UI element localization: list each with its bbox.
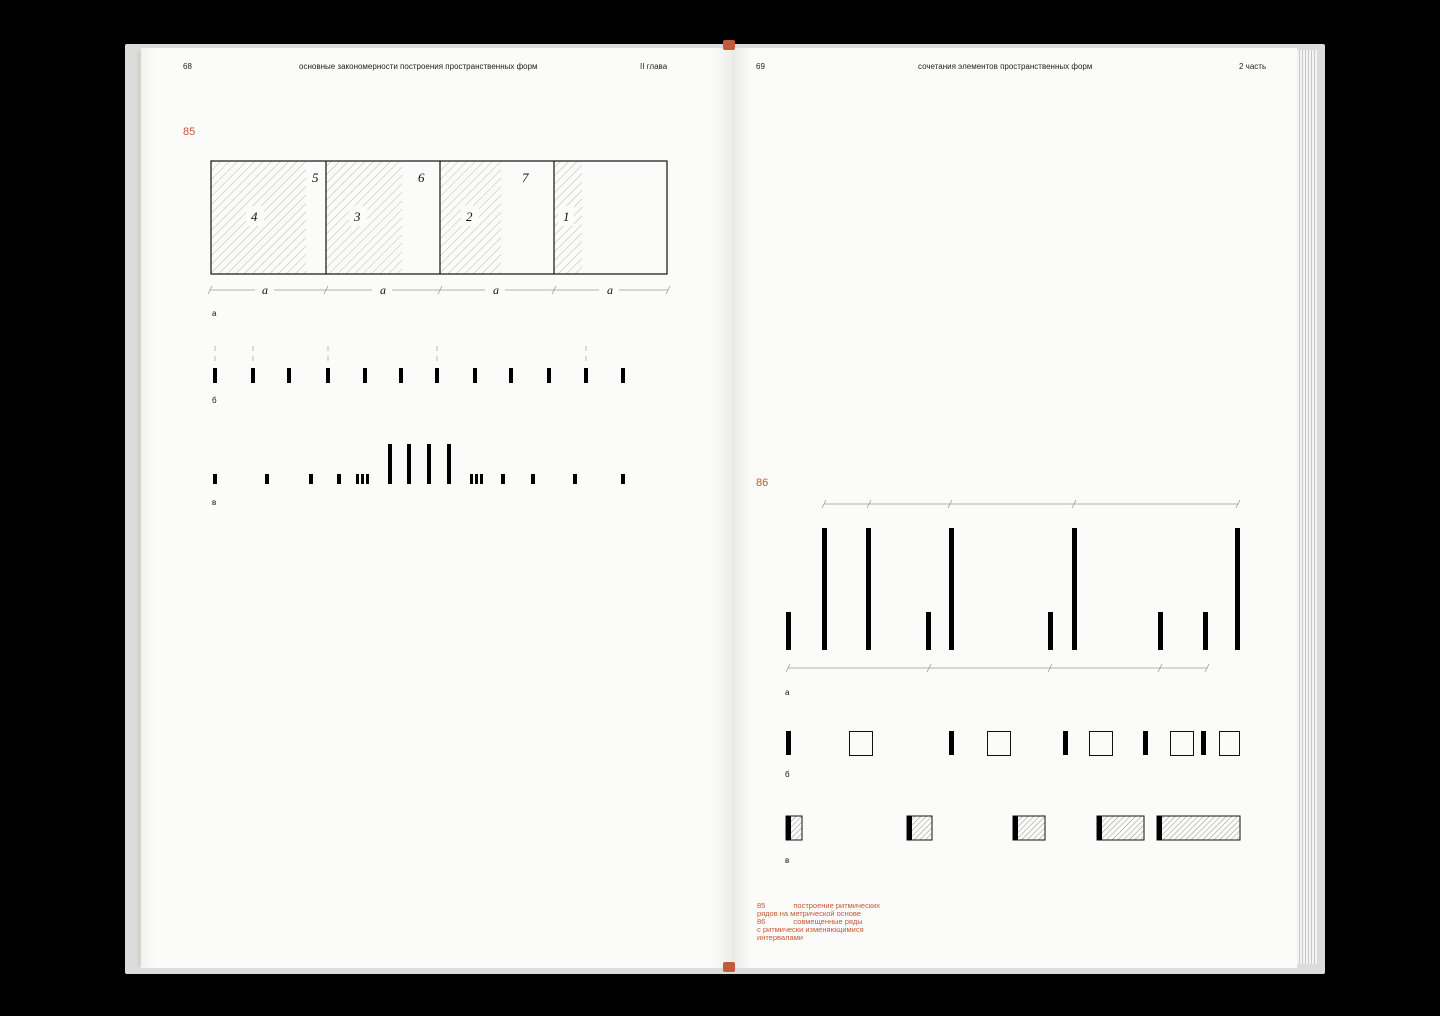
fig85-row-label-b: б: [212, 396, 217, 405]
fig86-a-tall-bar: [866, 528, 871, 650]
fig85-b-bar: [435, 368, 439, 383]
fig86-v-block-bar: [1013, 816, 1018, 840]
fig85-b-bar: [547, 368, 551, 383]
figure-number-85: 85: [183, 126, 196, 138]
right-running-title: сочетания элементов пространственных форм: [918, 62, 1093, 71]
fig85-v-bar: [447, 444, 451, 484]
fig86-b-square: [988, 732, 1011, 756]
fig86-row-v: [786, 816, 1240, 840]
fig86-v-block: [1157, 816, 1240, 840]
fig86-b-square: [1220, 732, 1240, 756]
fig86-a-tall-bar: [949, 528, 954, 650]
fig85-grid: [211, 161, 667, 274]
caption-line-5: интервалами: [757, 933, 803, 942]
fig85-b-bar: [251, 368, 255, 383]
fig86-a-tall-bar: [1235, 528, 1240, 650]
fig86-a-short-bar: [1203, 612, 1208, 650]
fig85-dim-label: a: [262, 283, 268, 297]
fig85-dim-label: a: [380, 283, 386, 297]
fig85-v-bar: [213, 474, 217, 484]
fig86-row-b: [786, 731, 1240, 756]
fig86-row-label-v: в: [785, 856, 790, 865]
fig86-b-bar: [1201, 731, 1206, 755]
fig85-row-label-v: в: [212, 498, 217, 507]
fig86-b-bar: [1143, 731, 1148, 755]
fig85-cell-num-7: 7: [522, 170, 529, 185]
fig86-top-dimension: [822, 500, 1240, 508]
left-page-number: 68: [183, 62, 192, 71]
fig85-b-bar: [509, 368, 513, 383]
fig86-v-block-bar: [907, 816, 912, 840]
left-section-label: II глава: [640, 62, 668, 71]
fig86-bottom-dimension: [786, 664, 1209, 672]
fig86-v-block-bar: [786, 816, 791, 840]
fig86-row-a: [786, 528, 1240, 650]
fig86-b-bar: [1063, 731, 1068, 755]
fig85-v-bar: [407, 444, 411, 484]
fig85-cell-num-3: 3: [354, 209, 361, 224]
fig85-cell-num-6: 6: [418, 170, 425, 185]
fig85-dimension-line: [208, 286, 670, 294]
caption-num-86: 86: [757, 917, 766, 926]
fig86-a-short-bar: [1048, 612, 1053, 650]
caption-line-4: с ритмически изменяющимися: [757, 925, 864, 934]
fig86-a-tall-bar: [1072, 528, 1077, 650]
fig85-v-bar: [265, 474, 269, 484]
fig85-v-bar: [309, 474, 313, 484]
fig86-b-square: [1171, 732, 1194, 756]
fig85-v-bar: [470, 474, 473, 484]
fig85-v-bar: [475, 474, 478, 484]
fig85-cell-num-4: 4: [251, 209, 258, 224]
fig85-v-bar: [366, 474, 369, 484]
caption-num-85: 85: [757, 901, 766, 910]
fig85-v-bar: [573, 474, 577, 484]
right-section-label: 2 часть: [1239, 62, 1267, 71]
fig86-b-square: [850, 732, 873, 756]
fig85-b-bar: [287, 368, 291, 383]
fig85-v-bar: [361, 474, 364, 484]
caption-text-85: построение ритмических: [793, 901, 881, 910]
fig85-row-b: [213, 346, 625, 383]
fig85-b-bar: [363, 368, 367, 383]
fig85-v-bar: [501, 474, 505, 484]
fig86-b-bar: [786, 731, 791, 755]
fig85-v-bar: [337, 474, 341, 484]
caption-line-2: рядов на метрической основе: [757, 909, 861, 918]
fig85-b-bar: [399, 368, 403, 383]
fig85-v-bar: [531, 474, 535, 484]
fig85-dim-label: a: [607, 283, 613, 297]
fig85-v-bar: [427, 444, 431, 484]
fig85-v-bar: [388, 444, 392, 484]
fig86-v-block-bar: [1097, 816, 1102, 840]
fig85-b-bar: [584, 368, 588, 383]
fig85-b-bar: [213, 368, 217, 383]
fig85-b-bar: [326, 368, 330, 383]
fig85-b-bar: [621, 368, 625, 383]
fig85-cell-num-1: 1: [563, 209, 570, 224]
fig85-v-bar: [621, 474, 625, 484]
fig86-row-label-a: а: [785, 688, 790, 697]
fig86-a-short-bar: [1158, 612, 1163, 650]
fig86-b-square: [1090, 732, 1113, 756]
fig86-a-tall-bar: [822, 528, 827, 650]
fig85-v-bar: [480, 474, 483, 484]
fig86-a-short-bar: [926, 612, 931, 650]
left-running-title: основные закономерности построения пространственных форм: [299, 62, 538, 71]
fig86-a-short-bar: [786, 612, 791, 650]
figure-number-86: 86: [756, 477, 769, 489]
fig85-v-bar: [356, 474, 359, 484]
right-page-number: 69: [756, 62, 765, 71]
fig86-b-bar: [949, 731, 954, 755]
fig85-row-v: [213, 444, 625, 484]
fig86-row-label-b: б: [785, 770, 790, 779]
fig85-cell-num-5: 5: [312, 170, 319, 185]
fig85-dim-label: a: [493, 283, 499, 297]
caption-text-86: совмещенные ряды: [793, 917, 863, 926]
fig85-cell-num-2: 2: [466, 209, 473, 224]
fig85-row-label-a: а: [212, 309, 217, 318]
fig86-v-block-bar: [1157, 816, 1162, 840]
fig86-v-block: [1097, 816, 1144, 840]
fig85-b-bar: [473, 368, 477, 383]
